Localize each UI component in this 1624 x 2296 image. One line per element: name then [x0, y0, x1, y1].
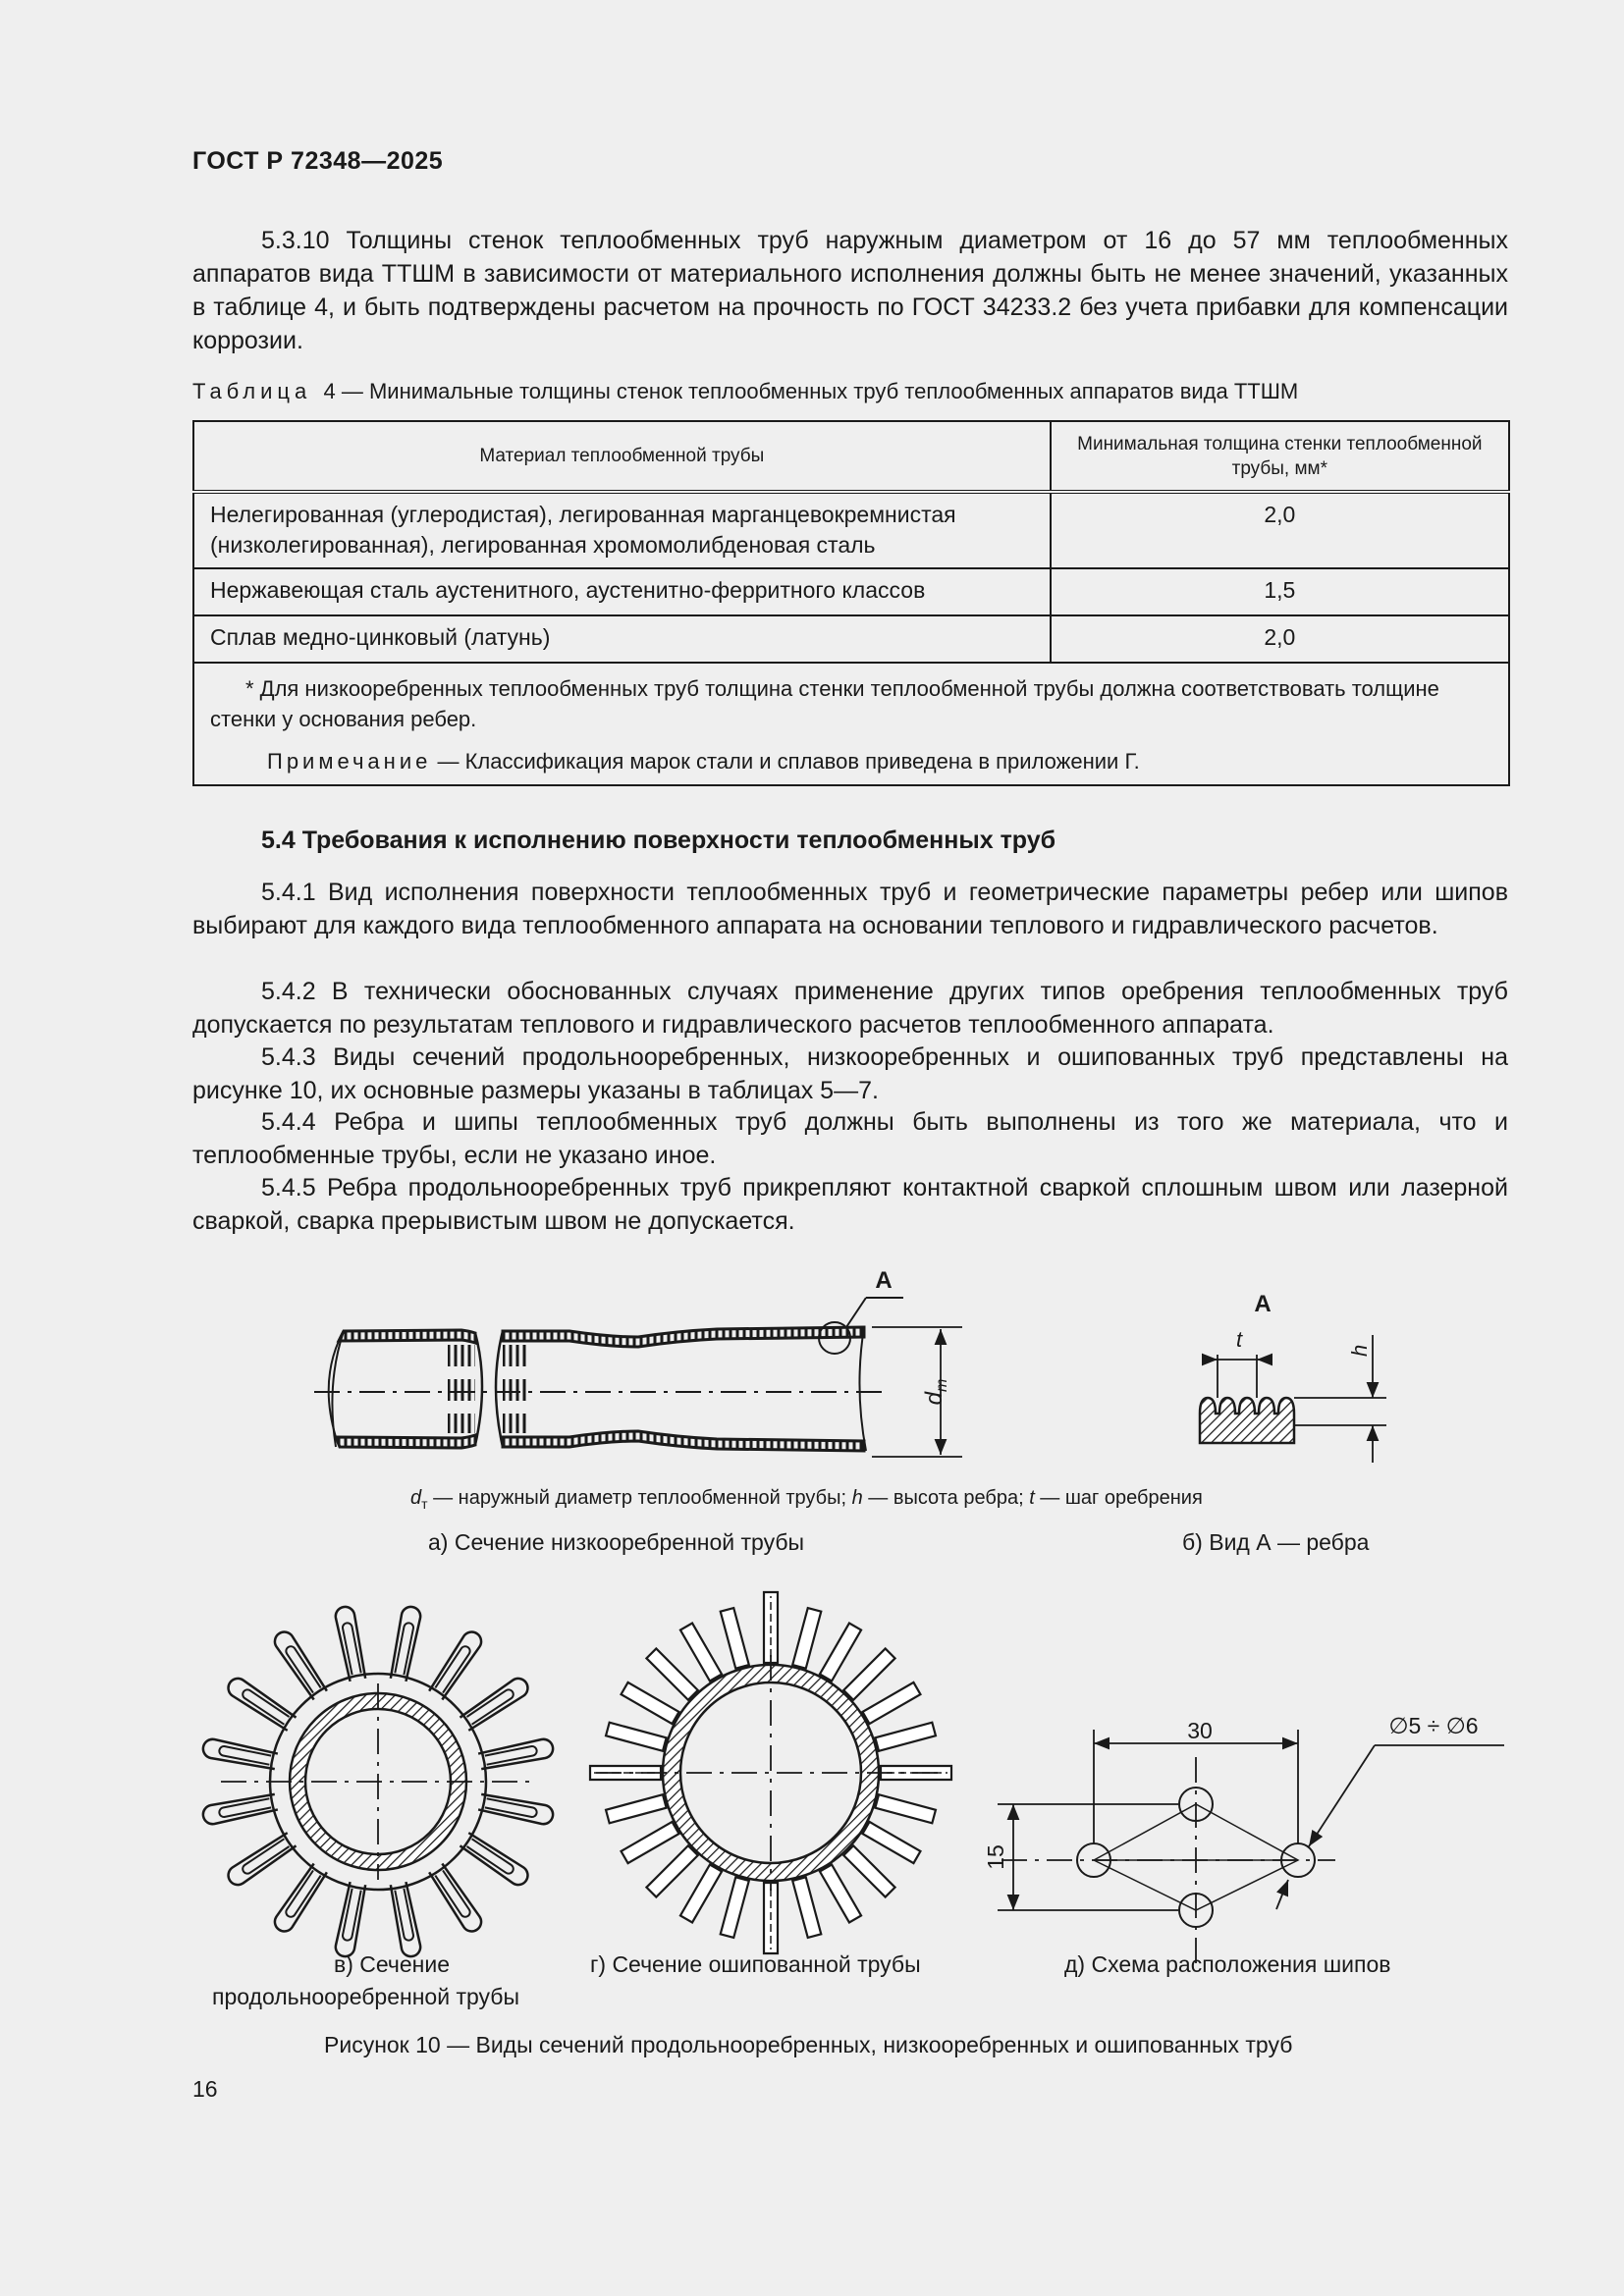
caption-a: а) Сечение низкооребренной трубы: [428, 1529, 805, 1555]
dim-label-dt: $d_т$: [921, 1378, 950, 1406]
paragraph-5-4-5: 5.4.5 Ребра продольнооребренных труб прикрепляют контактной сваркой сплошным швом или лазерной сваркой, сварка прерывистым швом не допускается.: [192, 1174, 1508, 1235]
detail-label-a: А: [875, 1267, 893, 1294]
dim-label-30: 30: [1187, 1718, 1213, 1743]
stud: [862, 1822, 920, 1863]
stud: [606, 1723, 667, 1751]
stud: [646, 1845, 697, 1896]
stud: [875, 1723, 936, 1751]
stud: [875, 1794, 936, 1823]
table-cell-material: Нелегированная (углеродистая), легированная марганцевокремнистая (низколегированная), легированная хромомолибденовая сталь: [193, 492, 1051, 568]
longitudinal-fin: [460, 1679, 527, 1731]
stud: [792, 1608, 821, 1669]
longitudinal-fin: [229, 1833, 297, 1885]
table-cell-value: 2,0: [1051, 615, 1509, 663]
table-header-material: Материал теплообменной трубы: [193, 421, 1051, 492]
figure-title: Рисунок 10 — Виды сечений продольнооребренных, низкооребренных и ошипованных труб: [324, 2032, 1293, 2057]
figure-legend: $d_т$ — наружный диаметр теплообменной трубы; h — высота ребра; t — шаг оребрения: [410, 1487, 1203, 1512]
dim-label-h: h: [1347, 1344, 1372, 1357]
dim-label-t: t: [1235, 1327, 1243, 1352]
section-heading-5-4: 5.4 Требования к исполнению поверхности теплообменных труб: [261, 827, 1056, 854]
stud: [622, 1822, 679, 1863]
stud: [820, 1624, 861, 1682]
page-number: 16: [192, 2076, 218, 2102]
table-cell-material: Сплав медно-цинковый (латунь): [193, 615, 1051, 663]
stud: [843, 1845, 894, 1896]
longitudinal-fin: [429, 1632, 481, 1700]
table-cell-value: 1,5: [1051, 568, 1509, 615]
low-finned-tube-drawing: [314, 1298, 962, 1457]
table-caption: Таблица 4 — Минимальные толщины стенок теплообменных труб теплообменных аппаратов вида ТТШМ: [192, 379, 1299, 403]
longitudinal-fin: [229, 1679, 297, 1731]
longitudinal-fin: [429, 1863, 481, 1931]
stud-layout-scheme: [998, 1730, 1504, 1963]
caption-b: б) Вид А — ребра: [1182, 1529, 1370, 1555]
stud: [792, 1877, 821, 1938]
studded-tube-section: [590, 1592, 951, 1953]
dim-label-diameter: ∅5 ÷ ∅6: [1388, 1713, 1479, 1738]
longitudinal-fin: [275, 1863, 327, 1931]
longitudinal-fin: [275, 1632, 327, 1700]
paragraph-5-4-3: 5.4.3 Виды сечений продольнооребренных, низкооребренных и ошипованных труб представлены на рисунке 10, их основные размеры указаны в таблицах 5—7.: [192, 1043, 1508, 1104]
table-cell-value: 2,0: [1051, 492, 1509, 568]
doc-header: ГОСТ Р 72348—2025: [192, 147, 444, 175]
view-label-a: А: [1254, 1291, 1272, 1317]
paragraph-5-4-2: 5.4.2 В технически обоснованных случаях применение других типов оребрения теплообменных труб допускается по результатам теплового и гидравлического расчетов теплообменного аппарата.: [192, 978, 1508, 1039]
caption-d: д) Схема расположения шипов: [1064, 1951, 1391, 1977]
stud: [622, 1682, 679, 1724]
stud: [843, 1648, 894, 1699]
stud: [646, 1648, 697, 1699]
stud: [680, 1864, 722, 1922]
longitudinal-fin-section: [203, 1607, 553, 1956]
caption-v-line2: продольнооребренной трубы: [212, 1984, 519, 2009]
paragraph-5-4-4: 5.4.4 Ребра и шипы теплообменных труб должны быть выполнены из того же материала, что и теплообменные трубы, если не указано иное.: [192, 1108, 1508, 1169]
stud: [820, 1864, 861, 1922]
stud: [862, 1682, 920, 1724]
table-footnote: * Для низкооребренных теплообменных труб толщина стенки теплообменной трубы должна соответствовать толщине стенки у основания ребер. Примечание — Классификация марок стали и сплавов приведена в приложении Г.: [193, 663, 1509, 785]
table-cell-material: Нержавеющая сталь аустенитного, аустенитно-ферритного классов: [193, 568, 1051, 615]
longitudinal-fin: [460, 1833, 527, 1885]
stud: [721, 1877, 749, 1938]
stud: [680, 1624, 722, 1682]
caption-v-line1: в) Сечение: [334, 1951, 451, 1977]
dim-label-15: 15: [983, 1844, 1008, 1870]
paragraph-5-4-1: 5.4.1 Вид исполнения поверхности теплообменных труб и геометрические параметры ребер или шипов выбирают для каждого вида теплообменного аппарата на основании теплового и гидравлического расчетов.: [192, 879, 1508, 939]
stud: [721, 1608, 749, 1669]
stud: [606, 1794, 667, 1823]
table-header-thickness: Минимальная толщина стенки теплообменной трубы, мм*: [1051, 421, 1509, 492]
paragraph-5-3-10: 5.3.10 Толщины стенок теплообменных труб наружным диаметром от 16 до 57 мм теплообменных аппаратов вида ТТШМ в зависимости от материального исполнения должны быть не менее значений, указанных в таблице 4, и быть подтверждены расчетом на прочность по ГОСТ 34233.2 без учета прибавки для компенсации коррозии.: [192, 227, 1508, 354]
caption-g: г) Сечение ошипованной трубы: [590, 1951, 921, 1977]
